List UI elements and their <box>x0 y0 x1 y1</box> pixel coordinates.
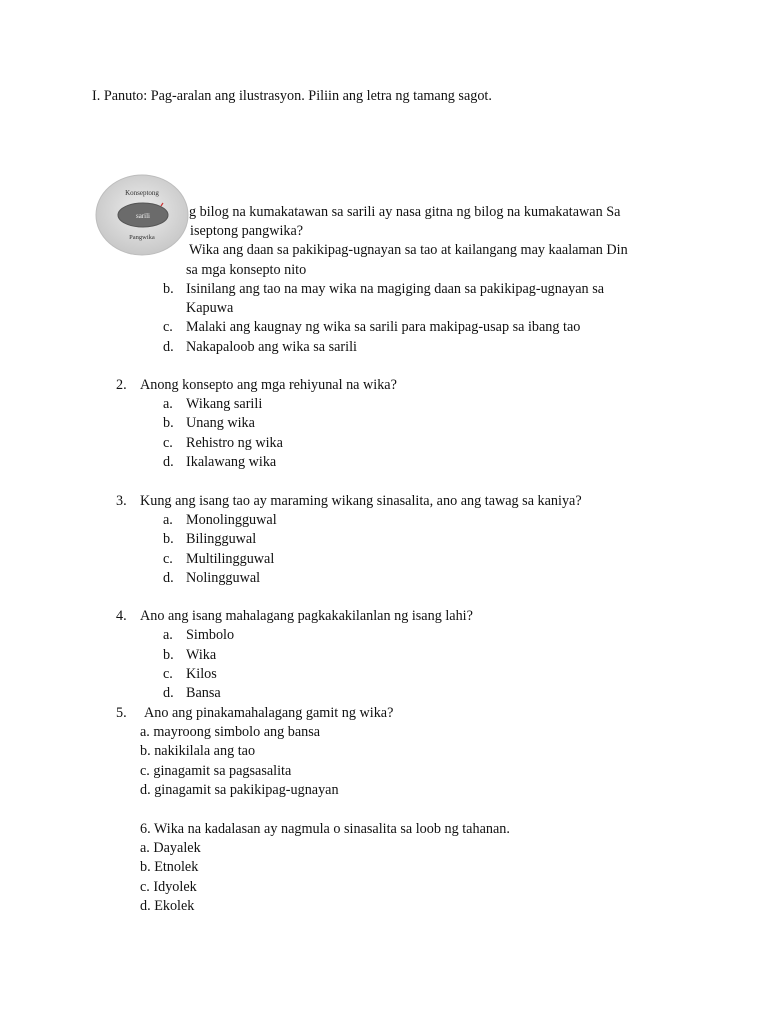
q5-text: Ano ang pinakamahalagang gamit ng wika? <box>144 705 394 721</box>
q5-number: 5. <box>116 705 127 721</box>
q4-option-letter: b. <box>163 647 174 663</box>
q4-option-text: Wika <box>186 647 217 663</box>
concept-diagram <box>95 173 191 259</box>
q6-option: d. Ekolek <box>140 898 195 914</box>
q1-text-line2: iseptong pangwika? <box>190 223 304 239</box>
q6-option: c. Idyolek <box>140 879 197 895</box>
q5-option: b. nakikilala ang tao <box>140 743 256 759</box>
q4-number: 4. <box>116 608 127 624</box>
q1-option-b-line2: Kapuwa <box>186 300 234 316</box>
q6-option: b. Etnolek <box>140 859 199 875</box>
q1-option-c-letter: c. <box>163 319 173 335</box>
q4-option-letter: a. <box>163 627 173 643</box>
q1-text-line1: g bilog na kumakatawan sa sarili ay nasa gitna ng bilog na kumakatawan Sa <box>189 204 621 220</box>
q2-number: 2. <box>116 377 127 393</box>
q3-option-letter: b. <box>163 531 174 547</box>
q3-number: 3. <box>116 493 127 509</box>
diagram-outer-label: Konseptong <box>125 189 159 197</box>
q2-option-letter: c. <box>163 435 173 451</box>
q5-option: c. ginagamit sa pagsasalita <box>140 763 292 779</box>
q5-option: d. ginagamit sa pakikipag-ugnayan <box>140 782 339 798</box>
q4-option-text: Bansa <box>186 685 221 701</box>
q4-option-text: Simbolo <box>186 627 235 643</box>
instruction: I. Panuto: Pag-aralan ang ilustrasyon. Piliin ang letra ng tamang sagot. <box>92 88 492 104</box>
q4-option-letter: c. <box>163 666 173 682</box>
q1-option-b-line1: Isinilang ang tao na may wika na magiging daan sa pakikipag-ugnayan sa <box>186 281 605 297</box>
q1-option-b-letter: b. <box>163 281 174 297</box>
q1-option-c-text: Malaki ang kaugnay ng wika sa sarili para makipag-usap sa ibang tao <box>186 319 581 335</box>
q2-option-text: Rehistro ng wika <box>186 435 283 451</box>
q2-option-text: Ikalawang wika <box>186 454 277 470</box>
diagram-inner-label: sarili <box>136 212 150 220</box>
q2-option-letter: d. <box>163 454 174 470</box>
q1-option-a-line2: sa mga konsepto nito <box>186 262 307 278</box>
q4-option-text: Kilos <box>186 666 217 682</box>
q3-option-text: Bilingguwal <box>186 531 257 547</box>
q2-option-text: Wikang sarili <box>186 396 263 412</box>
q3-text: Kung ang isang tao ay maraming wikang sinasalita, ano ang tawag sa kaniya? <box>140 493 582 509</box>
q1-option-d-letter: d. <box>163 339 174 355</box>
q1-option-a-line1: Wika ang daan sa pakikipag-ugnayan sa tao at kailangang may kaalaman Din <box>189 242 628 258</box>
q2-option-text: Unang wika <box>186 415 255 431</box>
q2-text: Anong konsepto ang mga rehiyunal na wika? <box>140 377 397 393</box>
q6-text: 6. Wika na kadalasan ay nagmula o sinasalita sa loob ng tahanan. <box>140 821 510 837</box>
q1-option-d-text: Nakapaloob ang wika sa sarili <box>186 339 357 355</box>
q3-option-letter: a. <box>163 512 173 528</box>
q3-option-text: Multilingguwal <box>186 551 275 567</box>
q3-option-text: Monolingguwal <box>186 512 277 528</box>
q5-option: a. mayroong simbolo ang bansa <box>140 724 321 740</box>
q3-option-text: Nolingguwal <box>186 570 261 586</box>
diagram-bottom-label: Pangwika <box>129 234 155 241</box>
q4-option-letter: d. <box>163 685 174 701</box>
q6-option: a. Dayalek <box>140 840 201 856</box>
q3-option-letter: c. <box>163 551 173 567</box>
q2-option-letter: b. <box>163 415 174 431</box>
q4-text: Ano ang isang mahalagang pagkakakilanlan ng isang lahi? <box>140 608 473 624</box>
q3-option-letter: d. <box>163 570 174 586</box>
q2-option-letter: a. <box>163 396 173 412</box>
